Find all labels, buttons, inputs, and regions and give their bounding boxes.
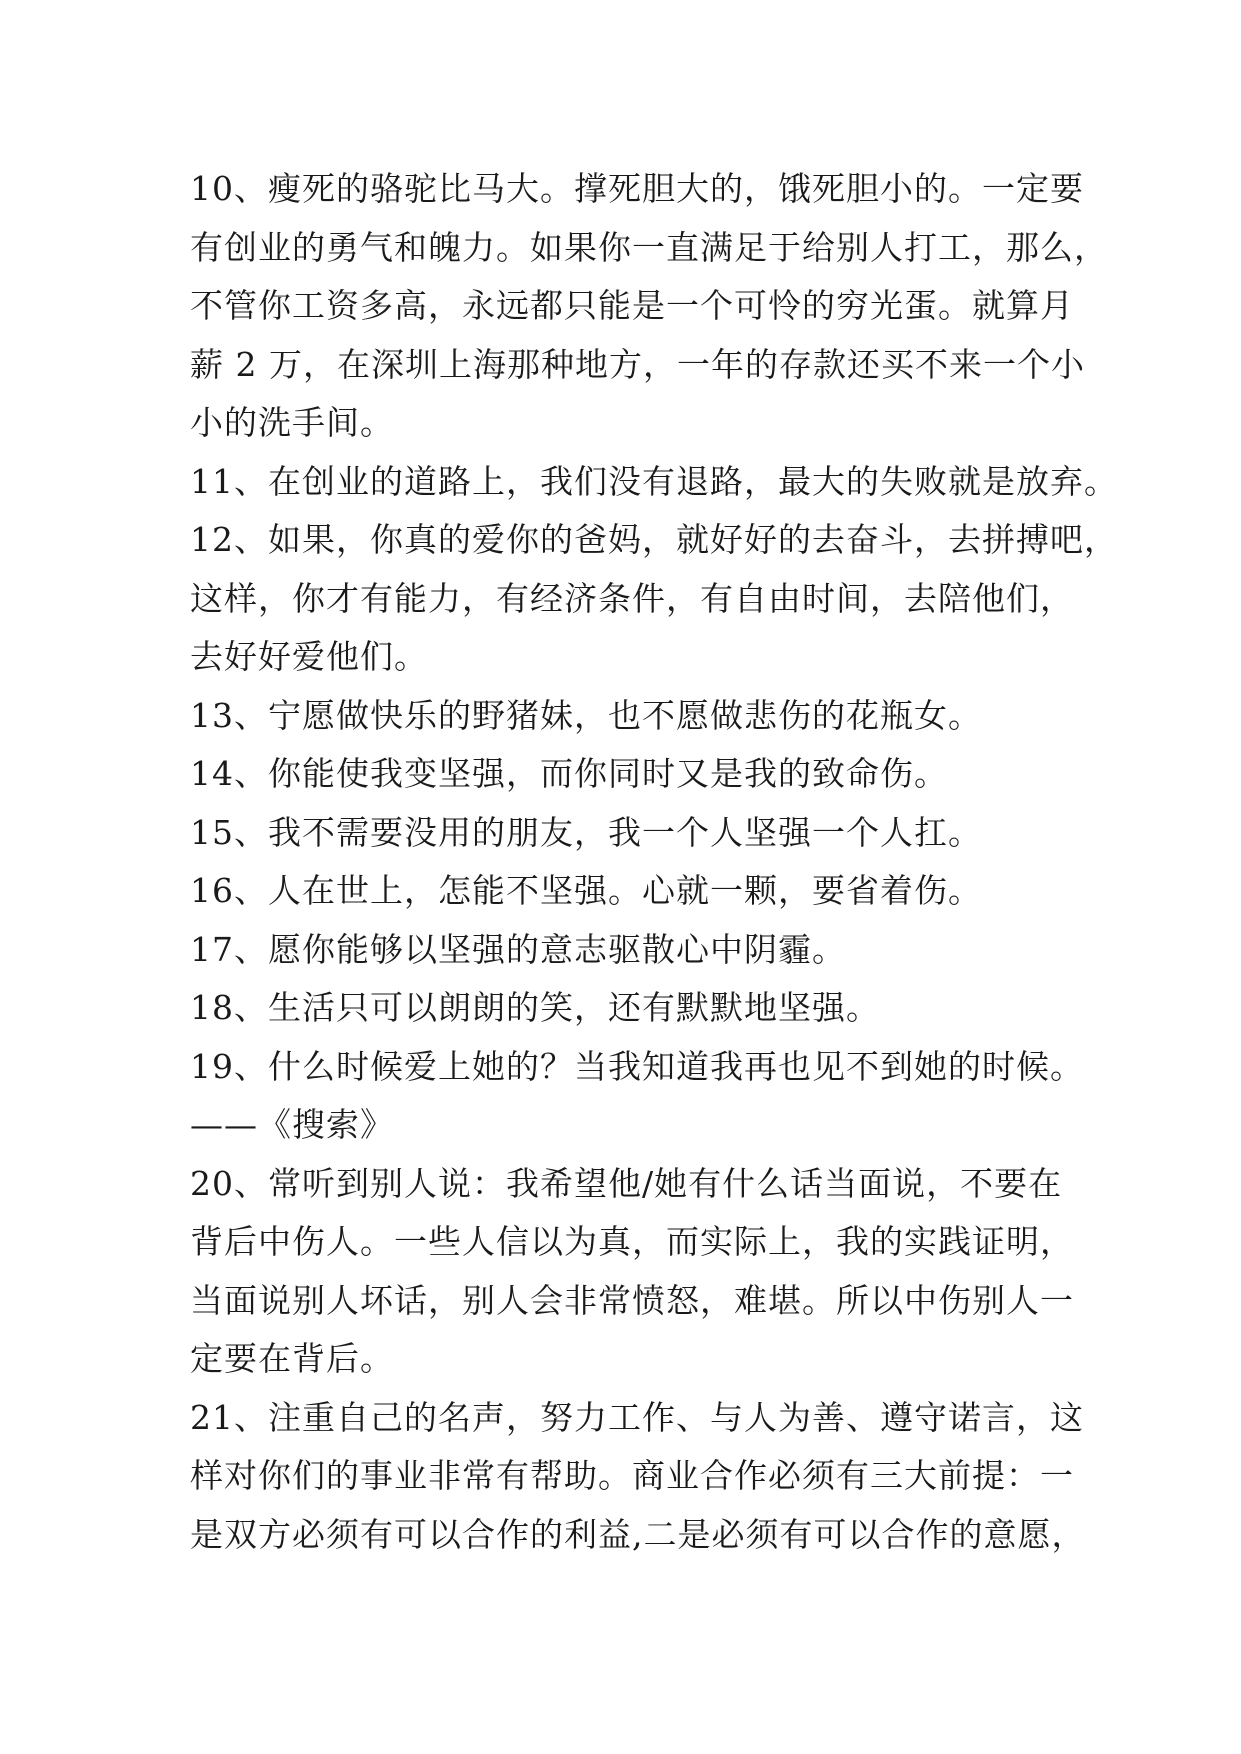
text-line: 10、瘦死的骆驼比马大。撑死胆大的，饿死胆小的。一定要: [190, 169, 1084, 208]
text-line: 不管你工资多高，永远都只能是一个可怜的穷光蛋。就算月: [190, 286, 1074, 325]
text-line: 当面说别人坏话，别人会非常愤怒，难堪。所以中伤别人一: [190, 1280, 1074, 1320]
text-line: 12、如果，你真的爱你的爸妈，就好好的去奋斗，去拼搏吧，: [190, 520, 1118, 559]
text-line: 薪 2 万，在深圳上海那种地方，一年的存款还买不来一个小: [190, 344, 1085, 384]
text-line: 定要在背后。: [190, 1339, 394, 1378]
text-line: 13、宁愿做快乐的野猪妹，也不愿做悲伤的花瓶女。: [190, 695, 982, 735]
text-line: 15、我不需要没用的朋友，我一个人坚强一个人扛。: [190, 812, 982, 852]
text-line: ——《搜索》: [190, 1105, 394, 1144]
text-line: 14、你能使我变坚强，而你同时又是我的致命伤。: [190, 754, 948, 793]
text-line: 11、在创业的道路上，我们没有退路，最大的失败就是放弃。: [190, 461, 1118, 501]
text-line: 18、生活只可以朗朗的笑，还有默默地坚强。: [190, 988, 880, 1027]
text-line: 17、愿你能够以坚强的意志驱散心中阴霾。: [190, 929, 846, 969]
text-line: 16、人在世上，怎能不坚强。心就一颗，要省着伤。: [190, 871, 982, 910]
text-line: 小的洗手间。: [190, 403, 394, 442]
text-line: 样对你们的事业非常有帮助。商业合作必须有三大前提：一: [190, 1456, 1074, 1495]
text-line: 这样，你才有能力，有经济条件，有自由时间，去陪他们，: [190, 578, 1074, 618]
text-line: 20、常听到别人说：我希望他/她有什么话当面说，不要在: [190, 1163, 1063, 1203]
text-line: 21、注重自己的名声，努力工作、与人为善、遵守诺言，这: [190, 1397, 1084, 1437]
text-line: 去好好爱他们。: [190, 637, 428, 676]
text-line: 是双方必须有可以合作的利益,二是必须有可以合作的意愿，: [190, 1514, 1086, 1554]
text-line: 有创业的勇气和魄力。如果你一直满足于给别人打工，那么，: [190, 227, 1108, 267]
text-line: 19、什么时候爱上她的？当我知道我再也见不到她的时候。: [190, 1046, 1084, 1086]
text-line: 背后中伤人。一些人信以为真，而实际上，我的实践证明，: [190, 1222, 1074, 1261]
document-body: [190, 160, 1118, 1564]
